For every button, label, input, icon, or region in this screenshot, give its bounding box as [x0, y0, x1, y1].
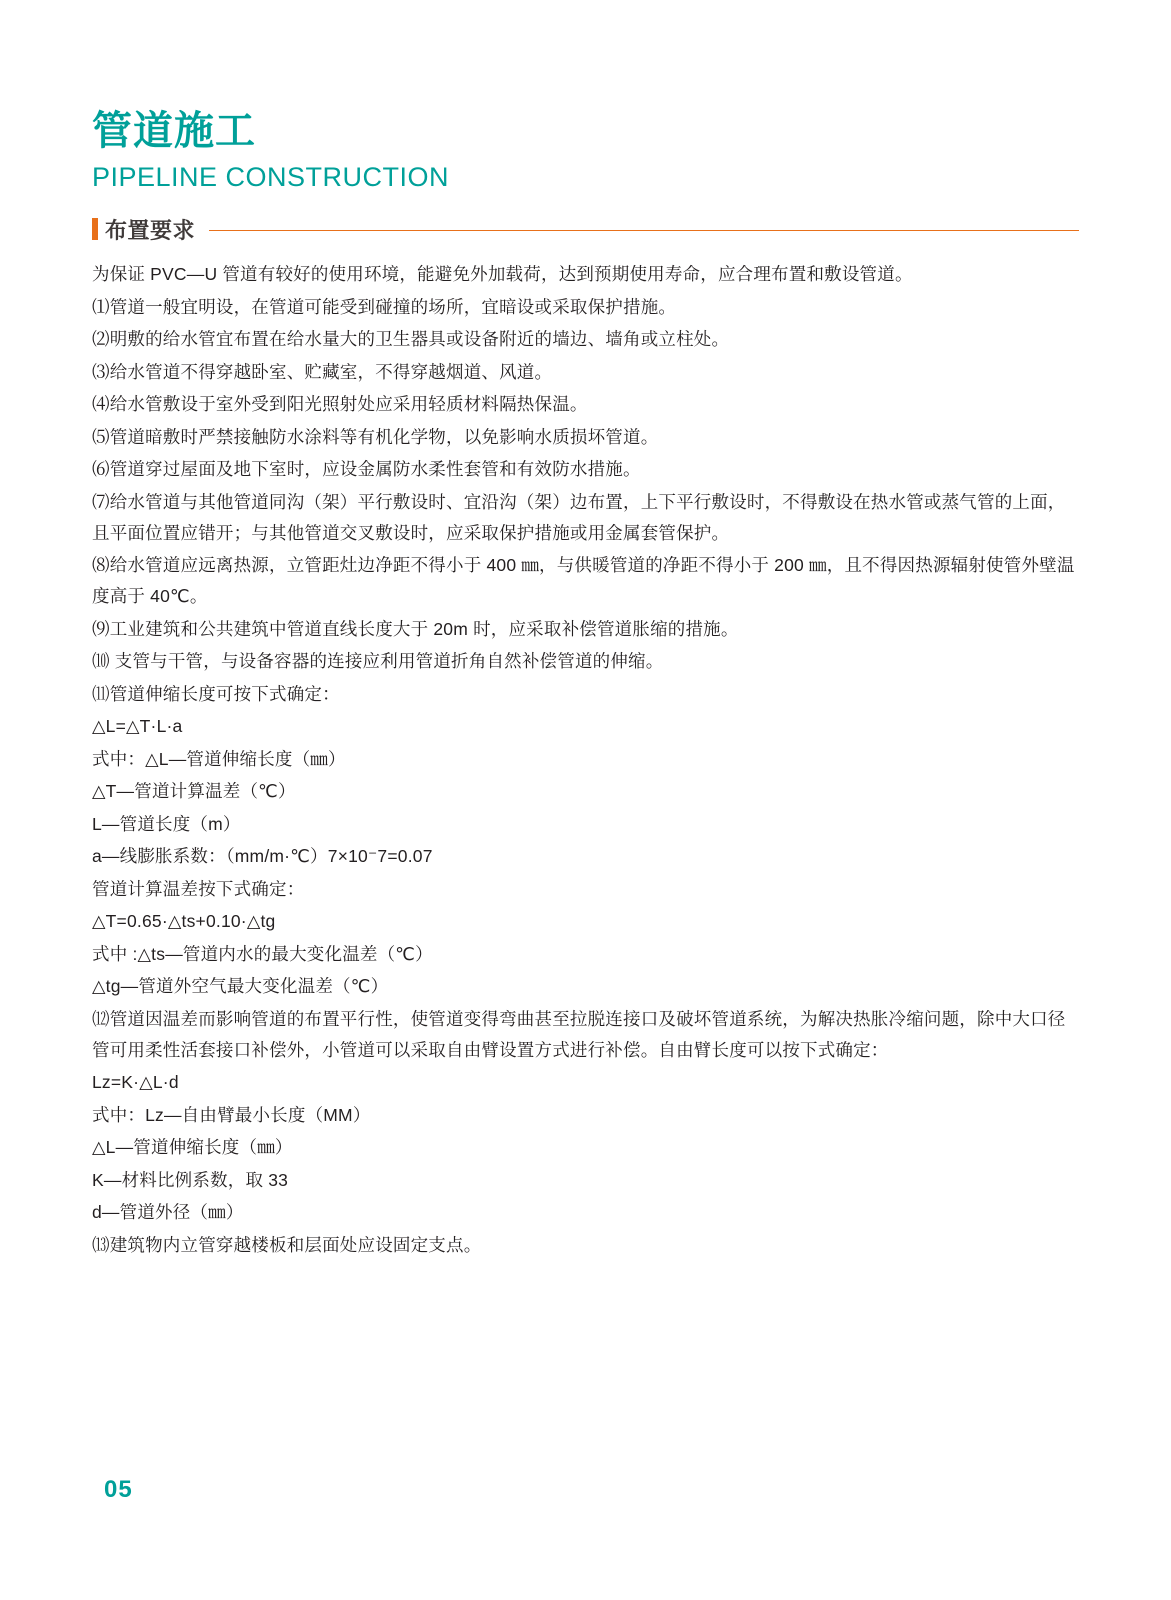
section-accent-bar	[92, 218, 98, 240]
paragraph-item-11: ⑾管道伸缩长度可按下式确定：	[92, 683, 340, 704]
paragraph-item-6: ⑹管道穿过屋面及地下室时，应设金属防水柔性套管和有效防水措施。	[92, 459, 641, 480]
paragraph-item-13: ⒀建筑物内立管穿越楼板和层面处应设固定支点。	[92, 1234, 482, 1255]
formula-delta-t: △T=0.65·△ts+0.10·△tg	[92, 911, 276, 932]
paragraph-item-12: ⑿管道因温差而影响管道的布置平行性，使管道变得弯曲甚至拉脱连接口及破坏管道系统，为解决热胀冷缩问题，除中大口径管可用柔性活套接口补偿外，小管道可以采取自由臂设置方式进行补偿。自由臂长度可以按下式确定：	[92, 1008, 1066, 1060]
paragraph-item-9: ⑼工业建筑和公共建筑中管道直线长度大于 20m 时，应采取补偿管道胀缩的措施。	[92, 618, 739, 639]
paragraph-item-5: ⑸管道暗敷时严禁接触防水涂料等有机化学物，以免影响水质损坏管道。	[92, 426, 659, 447]
formula-delta-l: △L=△T·L·a	[92, 716, 183, 737]
section-heading	[92, 215, 1079, 243]
formula-legend-delta-l-2: △L—管道伸缩长度（㎜）	[92, 1137, 293, 1158]
paragraph-item-7: ⑺给水管道与其他管道同沟（架）平行敷设时、宜沿沟（架）边布置，上下平行敷设时，不得敷设在热水管或蒸气管的上面，且平面位置应错开；与其他管道交叉敷设时，应采取保护措施或用金属套管保护。	[92, 491, 1066, 543]
formula-legend-d: d—管道外径（㎜）	[92, 1202, 244, 1223]
page-number: 05	[104, 1476, 133, 1503]
formula-lz: Lz=K·△L·d	[92, 1072, 179, 1093]
paragraph-item-2: ⑵明敷的给水管宜布置在给水量大的卫生器具或设备附近的墙边、墙角或立柱处。	[92, 329, 730, 350]
paragraph-item-1: ⑴管道一般宜明设，在管道可能受到碰撞的场所，宜暗设或采取保护措施。	[92, 296, 677, 317]
formula-legend-lz: 式中：Lz—自由臂最小长度（MM）	[92, 1104, 371, 1125]
paragraph-item-8: ⑻给水管道应远离热源，立管距灶边净距不得小于 400 ㎜，与供暖管道的净距不得小于 200 ㎜，且不得因热源辐射使管外壁温度高于 40℃。	[92, 555, 1075, 607]
paragraph-item-4: ⑷给水管敷设于室外受到阳光照射处应采用轻质材料隔热保温。	[92, 394, 588, 415]
formula-legend-delta-ts: 式中 :△ts—管道内水的最大变化温差（℃）	[92, 943, 433, 964]
page-title-cn: 管道施工	[92, 109, 256, 153]
formula-legend-k: K—材料比例系数，取 33	[92, 1169, 289, 1190]
body-text-block	[92, 259, 1079, 1262]
paragraph-item-3: ⑶给水管道不得穿越卧室、贮藏室，不得穿越烟道、风道。	[92, 361, 553, 382]
paragraph-intro: 为保证 PVC—U 管道有较好的使用环境，能避免外加载荷，达到预期使用寿命，应合理布置和敷设管道。	[92, 264, 913, 285]
paragraph-temp-diff-intro: 管道计算温差按下式确定：	[92, 878, 305, 899]
formula-legend-delta-tg: △tg—管道外空气最大变化温差（℃）	[92, 976, 389, 997]
formula-legend-a: a—线膨胀系数：（mm/m·℃）7×10⁻7=0.07	[92, 846, 433, 867]
formula-legend-delta-t: △T—管道计算温差（℃）	[92, 781, 296, 802]
formula-legend-l: L—管道长度（m）	[92, 813, 241, 834]
page-title-en: PIPELINE CONSTRUCTION	[92, 162, 450, 192]
section-divider-rule	[209, 230, 1079, 231]
section-heading-label: 布置要求	[105, 217, 196, 243]
formula-legend-delta-l: 式中：△L—管道伸缩长度（㎜）	[92, 748, 346, 769]
page-content	[92, 0, 1079, 1262]
paragraph-item-10: ⑽ 支管与干管，与设备容器的连接应利用管道折角自然补偿管道的伸缩。	[92, 651, 664, 672]
